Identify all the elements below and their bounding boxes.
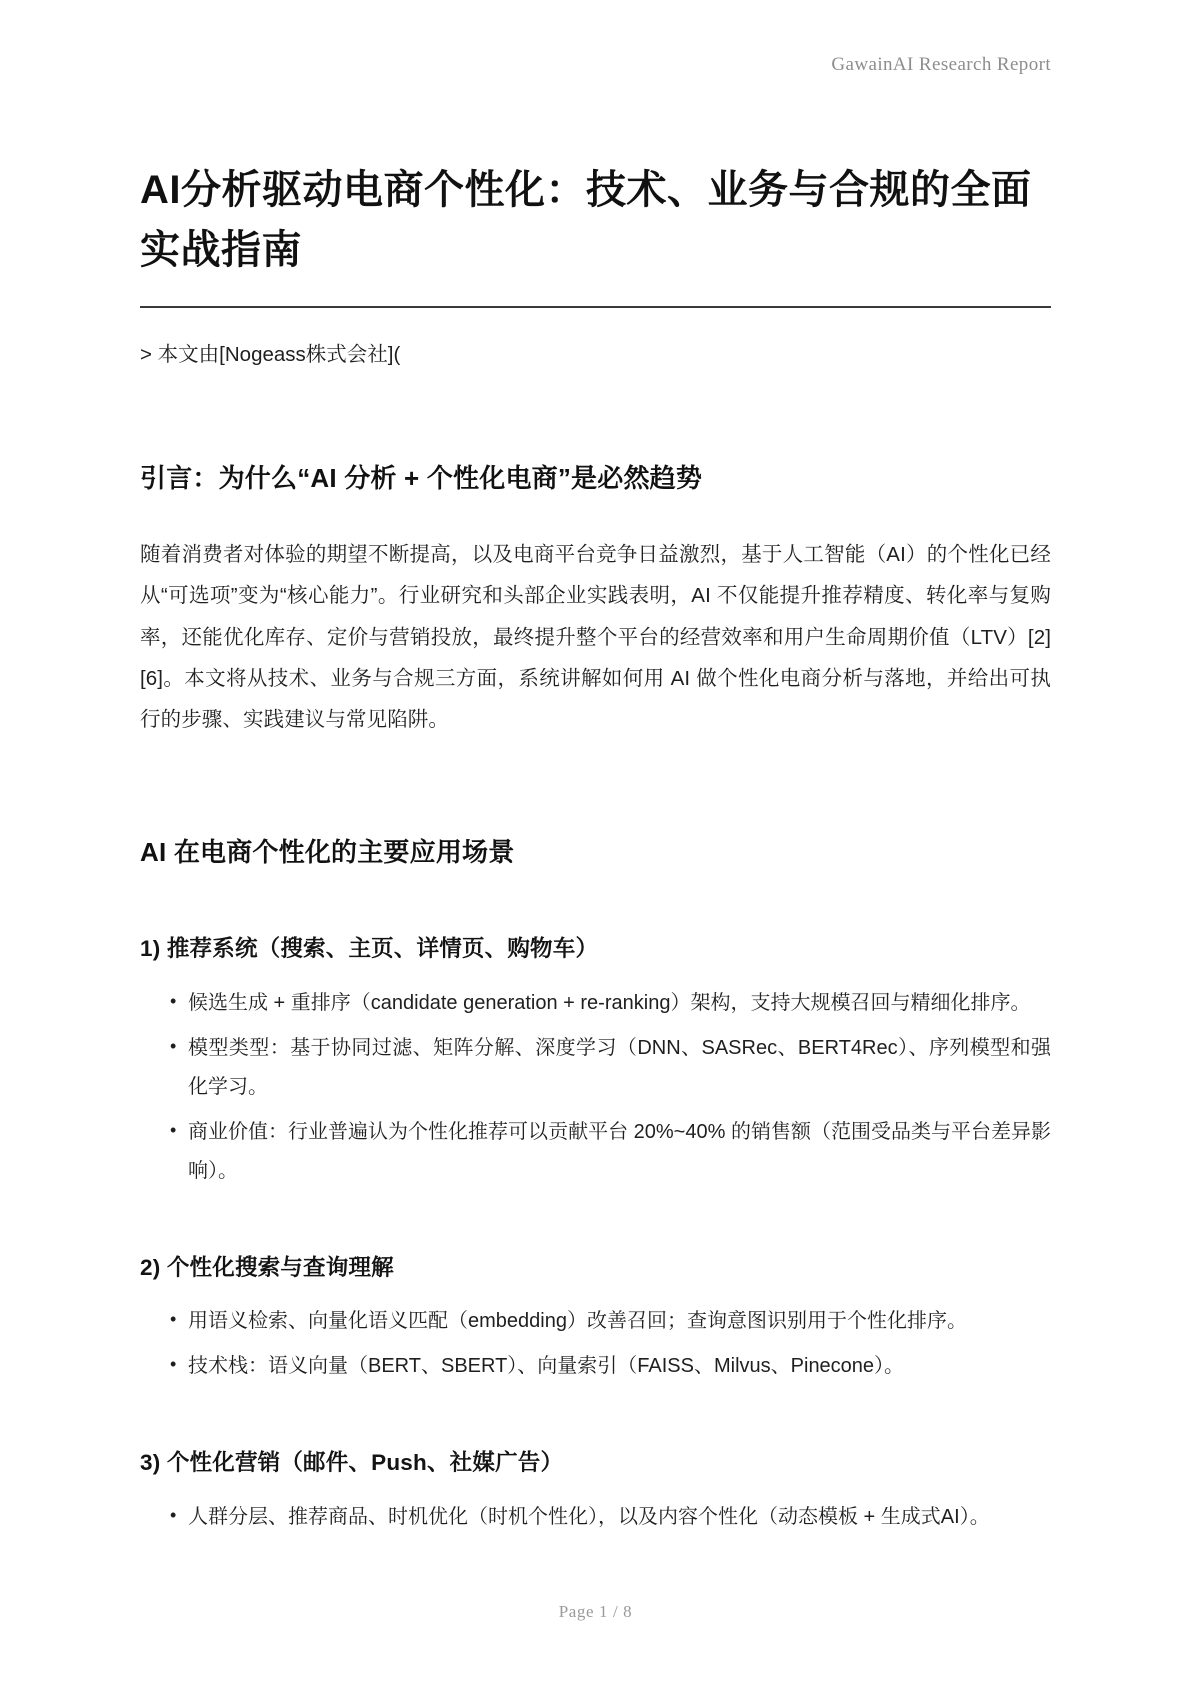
bullet-list-recommendation xyxy=(140,984,1051,1191)
bullet-list-marketing xyxy=(140,1498,1051,1537)
list-item: • 用语义检索、向量化语义匹配（embedding）改善召回；查询意图识别用于个性化排序。 xyxy=(170,1302,1051,1341)
list-item: • 商业价值：行业普遍认为个性化推荐可以贡献平台 20%~40% 的销售额（范围受品类与平台差异影响）。 xyxy=(170,1113,1051,1191)
list-item: • 模型类型：基于协同过滤、矩阵分解、深度学习（DNN、SASRec、BERT4Rec）、序列模型和强化学习。 xyxy=(170,1029,1051,1107)
subsection-heading-search: 2) 个性化搜索与查询理解 xyxy=(140,1254,394,1280)
subsection-heading-marketing: 3) 个性化营销（邮件、Push、社媒广告） xyxy=(140,1450,564,1476)
source-attribution: > 本文由[Nogeass株式会社]( xyxy=(140,343,401,366)
subsection-heading-recommendation: 1) 推荐系统（搜索、主页、详情页、购物车） xyxy=(140,935,599,961)
section-paragraph-intro: 随着消费者对体验的期望不断提高，以及电商平台竞争日益激烈，基于人工智能（AI）的个性化已经从“可选项”变为“核心能力”。行业研究和头部企业实践表明，AI 不仅能提升推荐精度、转化率与复购率，还能优化库存、定价与营销投放，最终提升整个平台的经营效率和用户生命周期价值（LTV）[2][6]。本文将从技术、业务与合规三方面，系统讲解如何用 AI 做个性化电商分析与落地，并给出可执行的步骤、实践建议与常见陷阱。 xyxy=(140,542,1051,732)
list-item: • 技术栈：语义向量（BERT、SBERT）、向量索引（FAISS、Milvus、Pinecone）。 xyxy=(170,1347,1051,1386)
title-divider xyxy=(140,306,1051,308)
running-header: GawainAI Research Report xyxy=(831,54,1051,75)
section-heading-use-cases: AI 在电商个性化的主要应用场景 xyxy=(140,836,515,867)
bullet-list-search xyxy=(140,1302,1051,1386)
list-item: • 人群分层、推荐商品、时机优化（时机个性化），以及内容个性化（动态模板 + 生成式AI）。 xyxy=(170,1498,1051,1537)
page-number-footer: Page 1 / 8 xyxy=(558,1602,633,1621)
list-item: • 候选生成 + 重排序（candidate generation + re-ranking）架构，支持大规模召回与精细化排序。 xyxy=(170,984,1051,1023)
section-heading-intro: 引言：为什么“AI 分析 + 个性化电商”是必然趋势 xyxy=(140,462,703,493)
page-title: AI分析驱动电商个性化：技术、业务与合规的全面实战指南 xyxy=(140,168,1032,272)
